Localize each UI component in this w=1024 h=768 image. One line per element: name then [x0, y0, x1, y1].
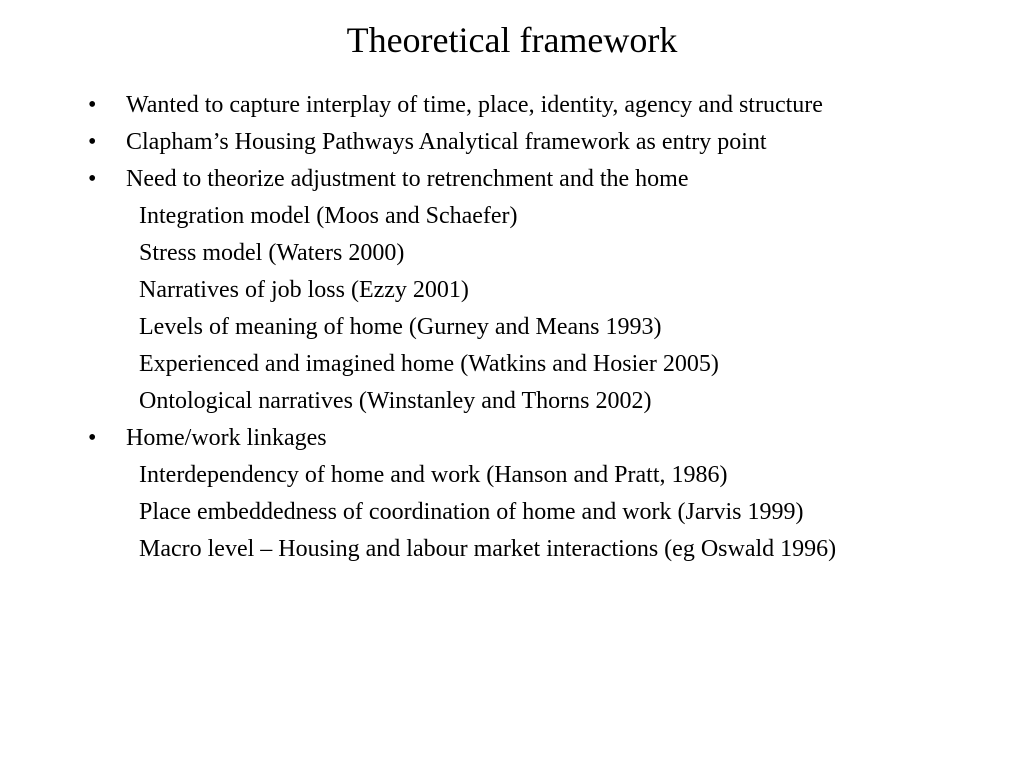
bullet-item [86, 127, 946, 158]
bullet-item [86, 423, 946, 454]
bullet-item [86, 164, 946, 195]
bullet-item [86, 90, 946, 121]
sub-item-text: Macro level – Housing and labour market interactions (eg Oswald 1996) [139, 536, 837, 562]
sub-item-text: Experienced and imagined home (Watkins and Hosier 2005) [139, 351, 719, 377]
bullet-marker: • [88, 92, 97, 118]
sub-item [86, 497, 946, 528]
sub-item [86, 238, 946, 269]
bullet-text: Wanted to capture interplay of time, place, identity, agency and structure [126, 92, 823, 118]
sub-item-text: Interdependency of home and work (Hanson and Pratt, 1986) [139, 462, 728, 488]
sub-item-text: Ontological narratives (Winstanley and Thorns 2002) [139, 388, 652, 414]
sub-item-text: Narratives of job loss (Ezzy 2001) [139, 277, 469, 303]
sub-item [86, 201, 946, 232]
sub-item [86, 386, 946, 417]
bullet-marker: • [88, 129, 97, 155]
bullet-text: Clapham’s Housing Pathways Analytical framework as entry point [126, 129, 767, 155]
sub-item-text: Levels of meaning of home (Gurney and Means 1993) [139, 314, 662, 340]
bullet-text: Need to theorize adjustment to retrenchment and the home [126, 166, 689, 192]
sub-item [86, 312, 946, 343]
bullet-marker: • [88, 166, 97, 192]
sub-item-text: Integration model (Moos and Schaefer) [139, 203, 518, 229]
sub-item-text: Stress model (Waters 2000) [139, 240, 405, 266]
sub-item [86, 349, 946, 380]
sub-item [86, 460, 946, 491]
bullet-marker: • [88, 425, 97, 451]
sub-item [86, 534, 946, 565]
sub-item [86, 275, 946, 306]
bullet-text: Home/work linkages [126, 425, 327, 451]
slide-title: Theoretical framework [346, 20, 678, 60]
sub-item-text: Place embeddedness of coordination of home and work (Jarvis 1999) [139, 499, 804, 525]
slide-body [86, 90, 946, 571]
